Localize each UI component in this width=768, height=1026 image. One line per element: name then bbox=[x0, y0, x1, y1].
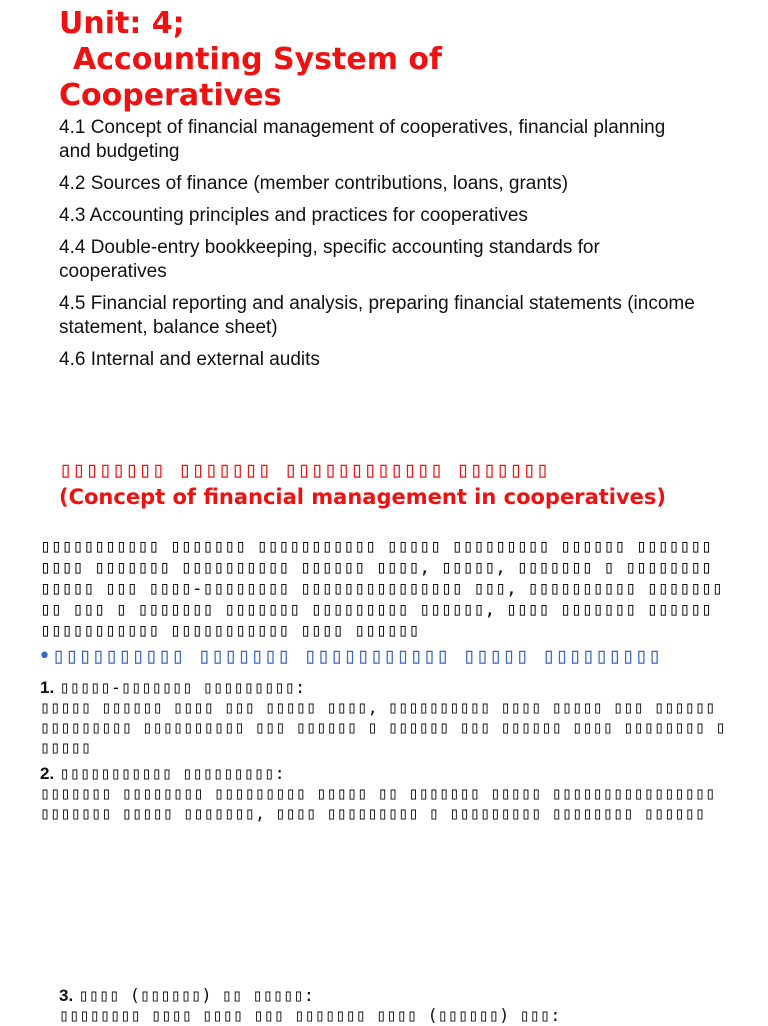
unit-title bbox=[59, 6, 739, 114]
item-number: 1. bbox=[40, 678, 55, 697]
topic-item: 4.4 Double-entry bookkeeping, specific accounting standards for cooperatives bbox=[59, 237, 600, 282]
item-title: ▯▯▯▯▯-▯▯▯▯▯▯▯ ▯▯▯▯▯▯▯▯▯: bbox=[59, 678, 306, 698]
item-title: ▯▯▯▯ (▯▯▯▯▯▯) ▯▯ ▯▯▯▯▯: bbox=[78, 986, 314, 1006]
section-subheading: (Concept of financial management in cooperatives) bbox=[59, 485, 667, 509]
topic-item: 4.2 Sources of finance (member contributions, loans, grants) bbox=[59, 173, 569, 194]
topic-item: 4.3 Accounting principles and practices for cooperatives bbox=[59, 205, 528, 226]
title-line-3: Cooperatives bbox=[59, 78, 282, 113]
item-body: ▯▯▯▯▯▯▯▯ ▯▯▯▯ ▯▯▯▯ ▯▯▯ ▯▯▯▯▯▯▯ ▯▯▯▯ (▯▯▯▯▯▯) ▯▯▯: bbox=[59, 1006, 561, 1026]
topic-item: 4.1 Concept of financial management of cooperatives, financial planning and budgeting bbox=[59, 117, 666, 162]
topic-item: 4.6 Internal and external audits bbox=[59, 349, 320, 370]
bullet-heading bbox=[38, 644, 738, 670]
topic-item: 4.5 Financial reporting and analysis, preparing financial statements (income statement, balance sheet) bbox=[59, 293, 695, 338]
item-number: 3. bbox=[59, 986, 74, 1005]
topic-list bbox=[59, 116, 699, 380]
item-body: ▯▯▯▯▯▯▯ ▯▯▯▯▯▯▯▯ ▯▯▯▯▯▯▯▯▯ ▯▯▯▯▯ ▯▯ ▯▯▯▯▯▯▯ ▯▯▯▯▯ ▯▯▯▯▯▯▯▯▯▯▯▯▯▯▯▯ ▯▯▯▯▯▯▯ ▯▯▯▯▯ ▯▯▯▯▯▯▯, ▯▯▯▯ ▯▯▯▯▯▯▯▯▯ ▯ ▯▯▯▯▯▯▯▯▯ ▯▯▯▯▯▯▯▯ ▯▯▯▯▯▯ bbox=[40, 784, 716, 824]
title-line-2: Accounting System of bbox=[73, 42, 443, 77]
title-line-1: Unit: 4; bbox=[59, 6, 185, 41]
item-number: 2. bbox=[40, 764, 55, 783]
item-body: ▯▯▯▯▯ ▯▯▯▯▯▯ ▯▯▯▯ ▯▯▯ ▯▯▯▯▯ ▯▯▯▯, ▯▯▯▯▯▯▯▯▯▯ ▯▯▯▯ ▯▯▯▯▯ ▯▯▯ ▯▯▯▯▯▯ ▯▯▯▯▯▯▯▯▯ ▯▯▯▯▯▯▯▯▯▯ ▯▯▯ ▯▯▯▯▯▯ ▯ ▯▯▯▯▯▯ ▯▯▯ ▯▯▯▯▯▯ ▯▯▯▯ ▯▯▯▯▯▯▯▯ ▯▯▯▯▯▯ bbox=[40, 698, 726, 758]
bullet-text: ▯▯▯▯▯▯▯▯▯▯ ▯▯▯▯▯▯▯ ▯▯▯▯▯▯▯▯▯▯▯ ▯▯▯▯▯ ▯▯▯▯▯▯▯▯▯ bbox=[52, 644, 662, 669]
bullet-dot-icon: • bbox=[38, 644, 51, 669]
item-title: ▯▯▯▯▯▯▯▯▯▯▯ ▯▯▯▯▯▯▯▯▯: bbox=[59, 764, 285, 784]
list-item bbox=[59, 986, 749, 1026]
list-item bbox=[40, 764, 730, 824]
intro-paragraph: ▯▯▯▯▯▯▯▯▯▯▯ ▯▯▯▯▯▯▯ ▯▯▯▯▯▯▯▯▯▯▯ ▯▯▯▯▯ ▯▯▯▯▯▯▯▯▯ ▯▯▯▯▯▯ ▯▯▯▯▯▯▯ ▯▯▯▯ ▯▯▯▯▯▯▯ ▯▯▯▯▯▯▯▯▯▯ ▯▯▯▯▯▯ ▯▯▯▯, ▯▯▯▯▯, ▯▯▯▯▯▯▯ ▯ ▯▯▯▯▯▯▯▯ ▯▯▯▯▯ ▯▯▯ ▯▯▯▯-▯▯▯▯▯▯▯▯ ▯▯▯▯▯▯▯▯▯▯▯▯▯▯▯ ▯▯▯, ▯▯▯▯▯▯▯▯▯▯ ▯▯▯▯▯▯▯▯▯ ▯▯▯ ▯ ▯▯▯▯▯▯▯ ▯▯▯▯▯▯▯ ▯▯▯▯▯▯▯▯▯ ▯▯▯▯▯▯, ▯▯▯▯ ▯▯▯▯▯▯▯ ▯▯▯▯▯▯ ▯▯▯▯▯▯▯▯▯▯▯ ▯▯▯▯▯▯▯▯▯▯▯ ▯▯▯▯ ▯▯▯▯▯▯ bbox=[40, 536, 723, 641]
section-heading: ▯▯▯▯▯▯▯▯ ▯▯▯▯▯▯▯ ▯▯▯▯▯▯▯▯▯▯▯▯ ▯▯▯▯▯▯▯ bbox=[59, 458, 550, 483]
list-item bbox=[40, 678, 730, 758]
